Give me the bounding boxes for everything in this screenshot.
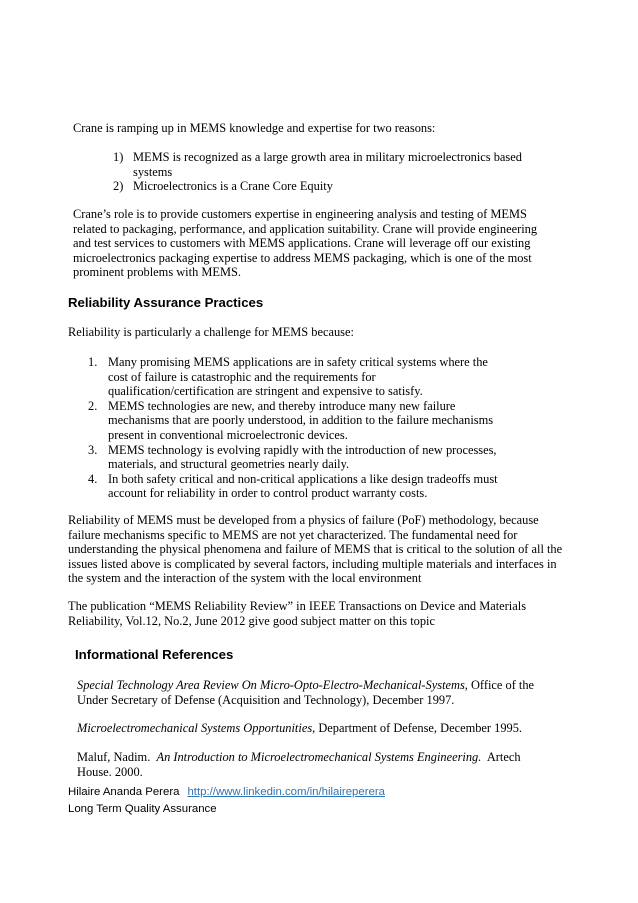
reference-title: Special Technology Area Review On Micro-Opto-Electro-Mechanical-Systems (77, 678, 465, 692)
intro-text: Crane is ramping up in MEMS knowledge and expertise for two reasons: (73, 121, 436, 135)
section-heading-references: Informational References (75, 647, 234, 662)
page-footer (68, 784, 385, 818)
list-item: 2) Microelectronics is a Crane Core Equity (113, 179, 333, 194)
list-number: 1. (88, 355, 98, 369)
reasons-list (113, 150, 553, 194)
role-paragraph: Crane’s role is to provide customers expertise in engineering analysis and testing of MEMS related to packaging, performance, and application suitability. Crane will provide engineering and test services to customers with MEMS applications. Crane will leverage off our existing microelectronics packaging expertise to address MEMS packaging, which is one of the most prominent problems with MEMS. (73, 207, 538, 280)
list-number: 3. (88, 442, 98, 457)
reference-item: Microelectromechanical Systems Opportunities, Department of Defense, December 1995. (77, 721, 523, 735)
footer-subtitle: Long Term Quality Assurance (68, 803, 217, 815)
challenges-list (88, 355, 528, 501)
pof-paragraph: Reliability of MEMS must be developed from a physics of failure (PoF) methodology, because failure mechanisms specific to MEMS are not yet characterized. The fundamental need for understanding the physical phenomena and failure of MEMS that is critical to the solution of all the issues listed above is complicated by several factors, including multiple materials and interfaces in the system and the interaction of the system with the local environment (68, 513, 563, 586)
footer-author: Hilaire Ananda Perera (68, 786, 180, 798)
list-item: 1. Many promising MEMS applications are in safety critical systems where the cost of failure is catastrophic and the requirements for qualification/certification are stringent and expensive to satisfy. (88, 355, 488, 399)
challenge-intro: Reliability is particularly a challenge for MEMS because: (68, 325, 354, 339)
list-number: 2) (113, 179, 124, 194)
publication-paragraph: The publication “MEMS Reliability Review” in IEEE Transactions on Device and Materials Reliability, Vol.12, No.2, June 2012 give good subject matter on this topic (68, 599, 527, 628)
footer-link[interactable]: http://www.linkedin.com/in/hilaireperera (187, 786, 385, 798)
reference-item: Maluf, Nadim. An Introduction to Microelectromechanical Systems Engineering. Artech House. 2000. (77, 750, 521, 779)
reference-title: Microelectromechanical Systems Opportunities (77, 721, 313, 735)
list-item: 3. MEMS technology is evolving rapidly with the introduction of new processes, materials, and structural geometries nearly daily. (88, 442, 497, 472)
list-item: 4. In both safety critical and non-critical applications a like design tradeoffs must account for reliability in order to control product warranty costs. (88, 471, 498, 501)
list-item: 2. MEMS technologies are new, and thereby introduce many new failure mechanisms that are poorly understood, in addition to the failure mechanisms present in conventional microelectronic devices. (88, 398, 494, 442)
list-number: 2. (88, 398, 98, 413)
reference-item: Special Technology Area Review On Micro-Opto-Electro-Mechanical-Systems, Office of the Under Secretary of Defense (Acquisition and Technology), December 1997. (77, 678, 535, 707)
list-item: 1) MEMS is recognized as a large growth area in military microelectronics based systems (113, 150, 522, 179)
section-heading-reliability: Reliability Assurance Practices (68, 295, 264, 310)
list-number: 4. (88, 471, 98, 486)
list-number: 1) (113, 150, 124, 164)
reference-title: An Introduction to Microelectromechanical Systems Engineering. (156, 750, 482, 764)
